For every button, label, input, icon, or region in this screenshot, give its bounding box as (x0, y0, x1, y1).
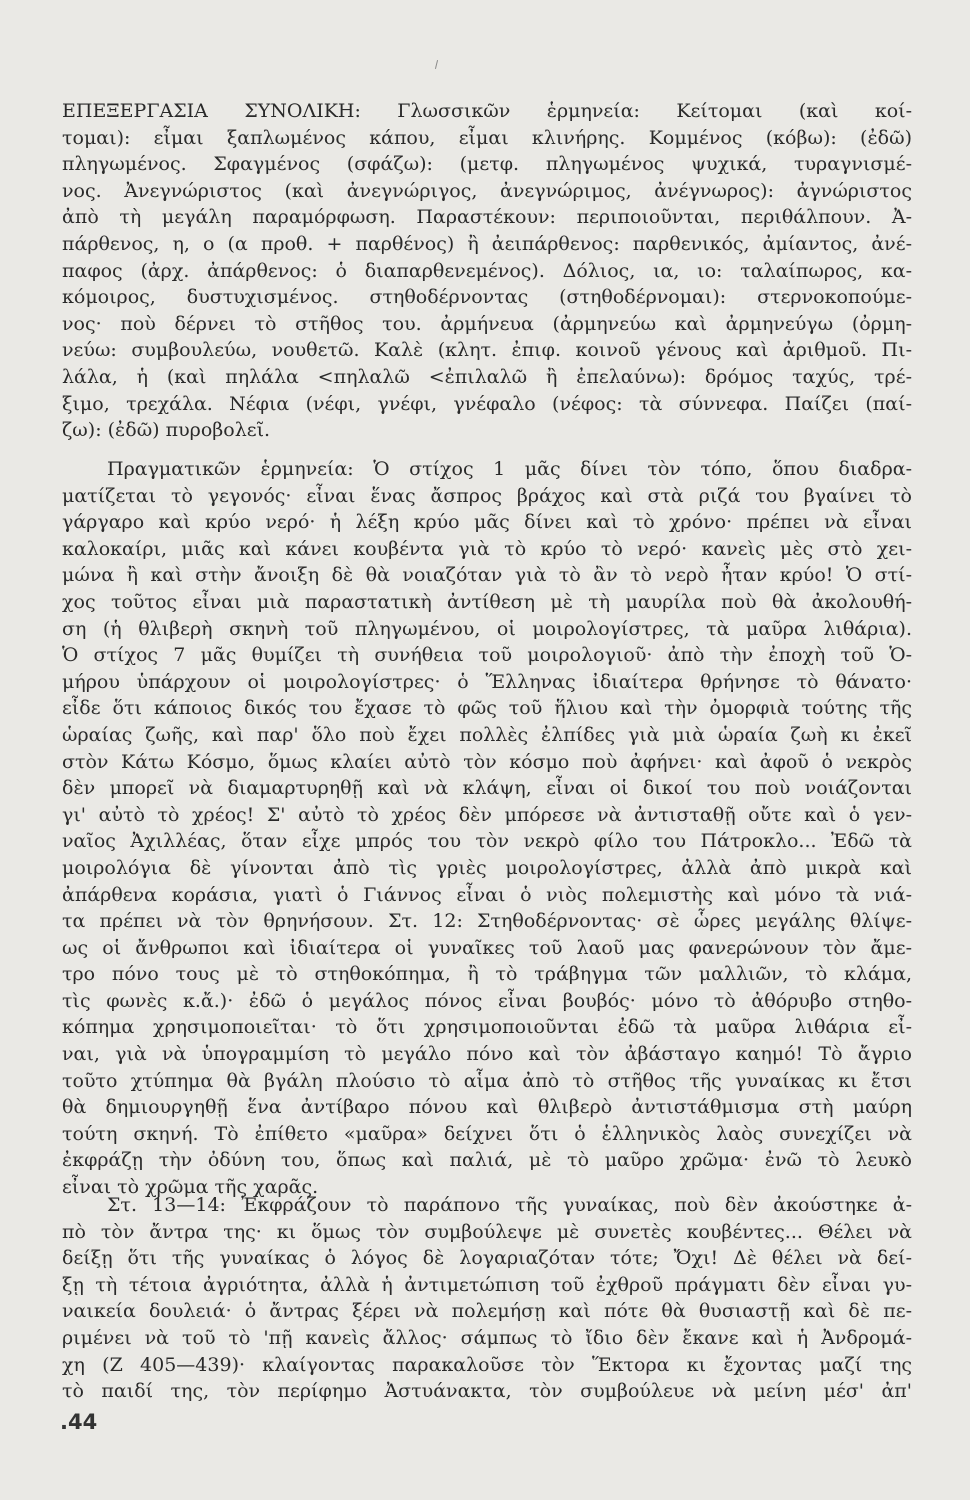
text-line: πὸ τὸν ἄντρα της· κι ὅμως τὸν συμβούλεψε μὲ συνετὲς κουβέντες... Θέλει νὰ (62, 1220, 912, 1243)
text-line: ζω): (ἐδῶ) πυροβολεῖ. (62, 419, 271, 442)
text-line: ἀπάρθενα κοράσια, γιατὶ ὁ Γιάννος εἶναι ὁ νιὸς πολεμιστὴς καὶ μόνο τὰ νιά- (62, 883, 912, 906)
text-line: μώνα ἢ καὶ στὴν ἄνοιξη δὲ θὰ νοιαζόταν γιὰ τὸ ἂν τὸ νερὸ ἦταν κρύο! Ὁ στί- (62, 564, 912, 587)
processing-section (62, 98, 912, 444)
text-line: θὰ δημιουργηθῇ ἕνα ἀντίβαρο πόνου καὶ θλιβερὸ ἀντιστάθμισμα στὴ μαύρη (62, 1096, 912, 1119)
text-line: τὸ παιδί της, τὸν περίφημο Ἀστυάνακτα, τὸν συμβούλευε νὰ μείνη μέσ' ἀπ' (62, 1380, 912, 1403)
text-line: χος τοῦτος εἶναι μιὰ παραστατικὴ ἀντίθεση μὲ τὴ μαυρίλα ποὺ θὰ ἀκολουθή- (62, 590, 912, 613)
text-line: τομαι): εἶμαι ξαπλωμένος κάπου, εἶμαι κλινήρης. Κομμένος (κόβω): (ἐδῶ) (62, 126, 912, 149)
text-line: πληγωμένος. Σφαγμένος (σφάζω): (μετφ. πληγωμένος ψυχικά, τυραγνισμέ- (62, 153, 912, 176)
text-line: νος. Ἀνεγνώριστος (καὶ ἀνεγνώριγος, ἀνεγνώριμος, ἀνέγνωρος): ἀγνώριστος (62, 179, 912, 202)
text-line: καλοκαίρι, μιᾶς καὶ κάνει κουβέντα γιὰ τὸ κρύο τὸ νερό· κανεὶς μὲς στὸ χει- (62, 537, 912, 560)
text-line: λάλα, ἡ (καὶ πηλάλα <πηλαλῶ <ἐπιλαλῶ ἢ ἐπελαύνω): δρόμος ταχύς, τρέ- (62, 365, 912, 388)
text-line: γι' αὐτὸ τὸ χρέος! Σ' αὐτὸ τὸ χρέος δὲν μπόρεσε νὰ ἀντισταθῇ οὔτε καὶ ὁ γεν- (62, 803, 912, 826)
text-line: ριμένει νὰ τοῦ τὸ 'πῇ κανεὶς ἄλλος· σάμπως τὸ ἴδιο δὲν ἔκανε καὶ ἡ Ἀνδρομά- (62, 1326, 912, 1349)
text-line: Πραγματικῶν ἑρμηνεία: Ὁ στίχος 1 μᾶς δίνει τὸν τόπο, ὅπου διαδρα- (107, 458, 912, 480)
text-line: πάρθενος, η, ο (α προθ. + παρθένος) ἢ ἀειπάρθενος: παρθενικός, ἀμίαντος, ἀνέ- (62, 232, 912, 255)
text-line: νεύω: συμβουλεύω, νουθετῶ. Καλὲ (κλητ. ἐπιφ. κοινοῦ γένους καὶ ἀριθμοῦ. Πι- (62, 339, 912, 362)
text-line: ὡραίας ζωῆς, καὶ παρ' ὅλο ποὺ ἔχει πολλὲς ἐλπίδες γιὰ μιὰ ὡραία ζωὴ κι ἐκεῖ (62, 723, 912, 746)
text-line: ἀπὸ τὴ μεγάλη παραμόρφωση. Παραστέκουν: περιποιοῦνται, περιθάλπουν. Ἀ- (62, 206, 912, 229)
text-line: ματίζεται τὸ γεγονός· εἶναι ἕνας ἄσπρος βράχος καὶ στὰ ριζά του βγαίνει τὸ (62, 484, 912, 507)
page-number: .44 (60, 1410, 98, 1434)
text-line: τοῦτο χτύπημα θὰ βγάλη πλούσιο τὸ αἷμα ἀπὸ τὸ στῆθος τῆς γυναίκας κι ἔτσι (62, 1069, 912, 1092)
text-line: Στ. 13—14: Ἐκφράζουν τὸ παράπονο τῆς γυναίκας, ποὺ δὲν ἀκούστηκε ἀ- (107, 1194, 912, 1216)
text-line: νος· ποὺ δέρνει τὸ στῆθος του. ἀρμήνευα (ἀρμηνεύω καὶ ἀρμηνεύγω (ὀρμη- (62, 312, 912, 335)
text-line: ως οἱ ἄνθρωποι καὶ ἰδιαίτερα οἱ γυναῖκες τοῦ λαοῦ μας φανερώνουν τὸν ἄμε- (62, 936, 912, 959)
text-line: μήρου ὑπάρχουν οἱ μοιρολογίστρες· ὁ Ἕλληνας ἰδιαίτερα θρήνησε τὸ θάνατο· (62, 670, 912, 693)
text-line: γάργαρο καὶ κρύο νερό· ἡ λέξη κρύο μᾶς δίνει καὶ τὸ χρόνο· πρέπει νὰ εἶναι (62, 511, 912, 534)
text-line: ναῖος Ἀχιλλέας, ὅταν εἶχε μπρός του τὸν νεκρὸ φίλο του Πάτροκλο... Ἐδῶ τὰ (62, 830, 912, 853)
text-line: εἶναι τὸ χρῶμα τῆς χαρᾶς. (62, 1176, 319, 1199)
text-line: χη (Ζ 405—439)· κλαίγοντας παρακαλοῦσε τὸν Ἕκτορα κι ἔχοντας μαζί της (62, 1353, 912, 1376)
text-line: ΕΠΕΞΕΡΓΑΣΙΑ ΣΥΝΟΛΙΚΗ: Γλωσσικῶν ἑρμηνεία: Κείτομαι (καὶ κοί- (62, 100, 912, 122)
text-line: ση (ἡ θλιβερὴ σκηνὴ τοῦ πληγωμένου, οἱ μοιρολογίστρες, τὰ μαῦρα λιθάρια). (62, 617, 912, 640)
text-line: ναι, γιὰ νὰ ὑπογραμμίση τὸ μεγάλο πόνο καὶ τὸν ἀβάσταγο καημό! Τὸ ἄγριο (62, 1043, 912, 1066)
text-line: στὸν Κάτω Κόσμο, ὅμως κλαίει αὐτὸ τὸν κόσμο ποὺ ἀφήνει· καὶ ἀφοῦ ὁ νεκρὸς (62, 750, 912, 773)
text-line: παφος (ἀρχ. ἀπάρθενος: ὁ διαπαρθενεμένος). Δόλιος, ια, ιο: ταλαίπωρος, κα- (62, 259, 912, 282)
text-line: δείξῃ ὅτι τῆς γυναίκας ὁ λόγος δὲ λογαριαζόταν τότε; Ὄχι! Δὲ θέλει νὰ δεί- (62, 1247, 912, 1270)
text-line: ξῃ τὴ τέτοια ἀγριότητα, ἀλλὰ ἡ ἀντιμετώπιση τοῦ ἐχθροῦ πράγματι δὲν εἶναι γυ- (62, 1273, 912, 1296)
verses-13-14-section (62, 1192, 912, 1405)
text-line: εἶδε ὅτι κάποιος δικός του ἔχασε τὸ φῶς τοῦ ἥλιου καὶ τὴν ὀμορφιὰ τούτης τῆς (62, 697, 912, 720)
real-interpretation-section (62, 456, 912, 1201)
text-line: δὲν μπορεῖ νὰ διαμαρτυρηθῇ καὶ νὰ κλάψη, εἶναι οἱ δικοί του ποὺ νοιάζονται (62, 777, 912, 800)
text-line: ναικεία δουλειά· ὁ ἄντρας ξέρει νὰ πολεμήσῃ καὶ πότε θὰ θυσιαστῇ καὶ δὲ πε- (62, 1300, 912, 1323)
text-line: τα πρέπει νὰ τὸν θρηνήσουν. Στ. 12: Στηθοδέρνοντας· σὲ ὧρες μεγάλης θλίψε- (62, 910, 912, 933)
text-line: τούτη σκηνή. Τὸ ἐπίθετο «μαῦρα» δείχνει ὅτι ὁ ἑλληνικὸς λαὸς συνεχίζει νὰ (62, 1122, 912, 1145)
text-line: κόμοιρος, δυστυχισμένος. στηθοδέρνοντας (στηθοδέρνομαι): στερνοκοπούμε- (62, 286, 912, 309)
text-line: τρο πόνο τους μὲ τὸ στηθοκόπημα, ἢ τὸ τράβηγμα τῶν μαλλιῶν, τὸ κλάμα, (62, 963, 912, 986)
text-line: ἐκφράζῃ τὴν ὀδύνη του, ὅπως καὶ παλιά, μὲ τὸ μαῦρο χρῶμα· ἐνῶ τὸ λευκὸ (62, 1149, 912, 1172)
text-line: Ὁ στίχος 7 μᾶς θυμίζει τὴ συνήθεια τοῦ μοιρολογιοῦ· ἀπὸ τὴν ἐποχὴ τοῦ Ὁ- (62, 644, 912, 667)
stray-mark (435, 60, 438, 69)
text-line: μοιρολόγια δὲ γίνονται ἀπὸ τὶς γριὲς μοιρολογίστρες, ἀλλὰ ἀπὸ μικρὰ καὶ (62, 856, 912, 879)
text-line: ξιμο, τρεχάλα. Νέφια (νέφι, γνέφι, γνέφαλο (νέφος: τὰ σύννεφα. Παίζει (παί- (62, 392, 912, 415)
text-line: κόπημα χρησιμοποιεῖται· τὸ ὅτι χρησιμοποιοῦνται ἐδῶ τὰ μαῦρα λιθάρια εἶ- (62, 1016, 912, 1039)
text-line: τὶς φωνὲς κ.ἄ.)· ἐδῶ ὁ μεγάλος πόνος εἶναι βουβός· μόνο τὸ ἀθόρυβο στηθο- (62, 989, 912, 1012)
